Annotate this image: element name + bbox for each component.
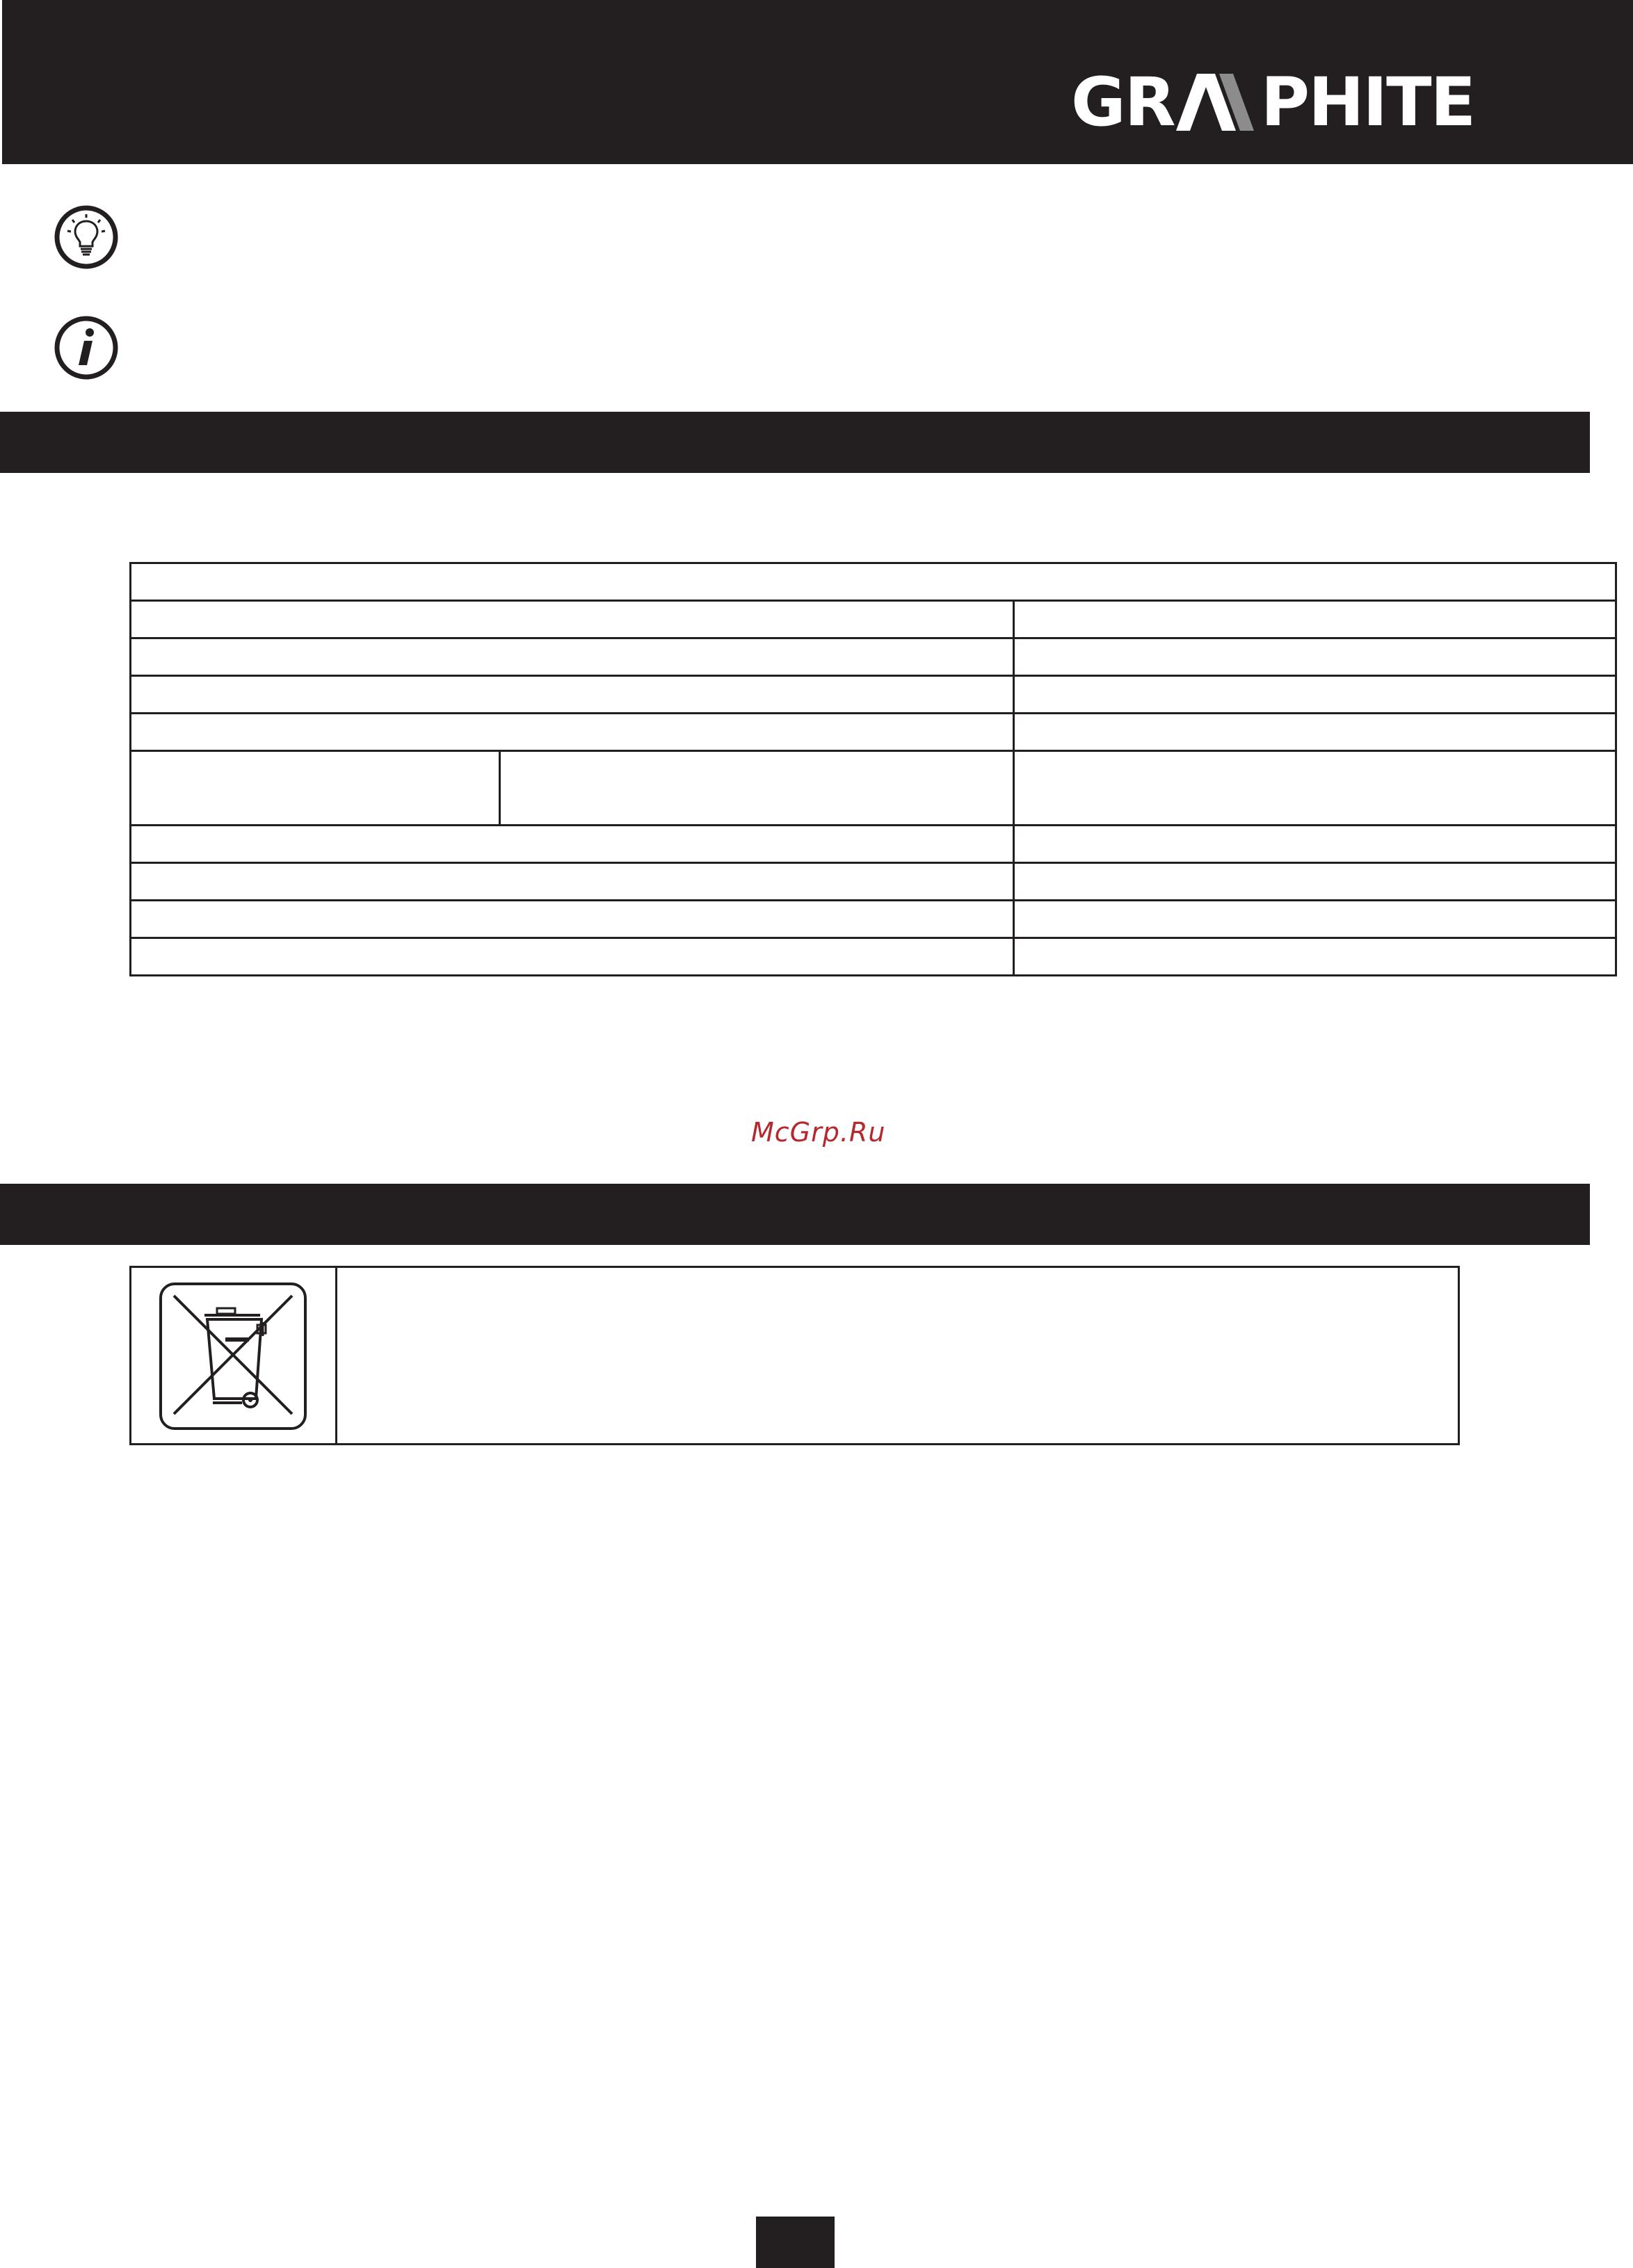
table-cell (1014, 638, 1616, 676)
table-cell (1014, 901, 1616, 938)
table-cell (131, 638, 1014, 676)
table-cell (131, 601, 1014, 638)
table-row (131, 714, 1616, 751)
crossed-out-wheelie-bin-icon (159, 1282, 307, 1431)
table-cell (131, 751, 500, 826)
table-cell (131, 938, 1014, 976)
brand-logo (1071, 63, 1475, 141)
disposal-info-box (129, 1266, 1460, 1445)
table-row (131, 563, 1616, 601)
table-cell (1014, 751, 1616, 826)
page-number-box (756, 2217, 835, 2268)
table-row (131, 863, 1616, 901)
brand-logo-slash-mark (1176, 74, 1260, 131)
table-cell (131, 901, 1014, 938)
section-header-bar-environmental (0, 1184, 1590, 1245)
table-cell (1014, 826, 1616, 863)
section-header-bar-technical-data (0, 412, 1590, 473)
table-cell (131, 563, 1616, 601)
table-cell (1014, 601, 1616, 638)
watermark-link[interactable]: McGrp.Ru (751, 1117, 886, 1148)
table-cell (500, 751, 1014, 826)
table-row (131, 938, 1616, 976)
info-icon (54, 315, 119, 380)
table-row (131, 638, 1616, 676)
table-cell (1014, 938, 1616, 976)
table-cell (1014, 714, 1616, 751)
table-row (131, 601, 1616, 638)
brand-logo-left: GR (1071, 63, 1175, 141)
table-cell (131, 714, 1014, 751)
table-row (131, 676, 1616, 714)
table-cell (131, 863, 1014, 901)
table-cell (1014, 676, 1616, 714)
table-row (131, 826, 1616, 863)
table-row (131, 751, 1616, 826)
lightbulb-icon (54, 204, 119, 270)
table-row (131, 901, 1616, 938)
disposal-box-divider (335, 1268, 337, 1443)
technical-specs-table (129, 562, 1617, 976)
table-cell (131, 826, 1014, 863)
table-cell (1014, 863, 1616, 901)
table-cell (131, 676, 1014, 714)
brand-logo-right: PHITE (1260, 63, 1475, 141)
